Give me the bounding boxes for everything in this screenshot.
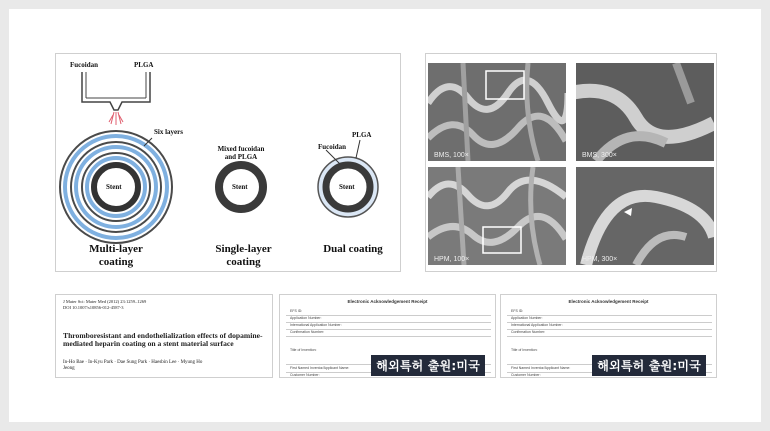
receipt-row: Customer Number:	[507, 372, 712, 378]
spray-mist	[109, 112, 123, 125]
receipt-row: Application Number:	[286, 315, 491, 323]
receipt-title: Electronic Acknowledgement Receipt	[347, 299, 428, 304]
sem-image-hpm-300x	[576, 167, 714, 265]
paper-doi: DOI 10.1007/s10856-012-4587-3	[63, 305, 124, 310]
patent-receipt-1	[279, 294, 496, 378]
plga-pointer	[356, 140, 360, 158]
coating-diagram-panel	[55, 53, 401, 272]
sem-image-bms-300x	[576, 63, 714, 161]
sem-image-bms-100x	[428, 63, 566, 161]
receipt-row: Title of Invention:	[507, 336, 712, 365]
receipt-row: EFS ID:	[507, 308, 712, 316]
receipt-row: International Application Number:	[286, 322, 491, 330]
label-stent-single: Stent	[232, 183, 248, 191]
overseas-patent-badge: 해외특허 출원:미국	[592, 355, 706, 376]
receipt-row: International Application Number:	[507, 322, 712, 330]
sem-label-hpm-300x: HPM, 300×	[582, 256, 618, 263]
caption-dual: Dual coating	[323, 243, 383, 255]
receipt-row: Confirmation Number:	[507, 329, 712, 337]
caption-single-layer: Single-layer coating	[215, 243, 272, 268]
label-stent-dual: Stent	[339, 183, 355, 191]
label-stent-multi: Stent	[106, 183, 122, 191]
label-fucoidan-dual: Fucoidan	[318, 143, 347, 151]
paper-thumbnail	[55, 294, 273, 378]
receipt-row: Confirmation Number:	[286, 329, 491, 337]
paper-journal: J Mater Sci: Mater Med (2012) 23:1259–1269	[63, 299, 147, 304]
patent-receipt-2	[500, 294, 717, 378]
receipt-row: First Named Inventor/Applicant Name:	[286, 365, 491, 373]
receipt-row: First Named Inventor/Applicant Name:	[507, 365, 712, 373]
receipt-row: EFS ID:	[286, 308, 491, 316]
sem-label-bms-300x: BMS, 300×	[582, 152, 617, 159]
label-mixed: Mixed fucoidan and PLGA	[217, 145, 265, 161]
sem-label-hpm-100x: HPM, 100×	[434, 256, 470, 263]
paper-title: Thromboresistant and endothelialization effects of dopamine-mediated heparin coating on a stent material surface	[63, 331, 263, 348]
receipt-row: Customer Number:	[286, 372, 491, 378]
label-six-layers: Six layers	[154, 128, 183, 136]
paper-authors: In-Ho Bae · In-Kyu Park · Dae Sung Park · Haesbin Lee · Myung Ho Jeong	[63, 360, 203, 371]
overseas-patent-badge: 해외특허 출원:미국	[371, 355, 485, 376]
receipt-row: Application Number:	[507, 315, 712, 323]
sem-image-hpm-100x	[428, 167, 566, 265]
label-fucoidan: Fucoidan	[70, 61, 99, 69]
coating-diagram	[56, 54, 401, 272]
sem-label-bms-100x: BMS, 100×	[434, 152, 469, 159]
nozzle-container	[82, 72, 150, 110]
receipt-row: Title of Invention:	[286, 336, 491, 365]
label-plga: PLGA	[134, 61, 154, 69]
label-plga-dual: PLGA	[352, 131, 372, 139]
receipt-title: Electronic Acknowledgement Receipt	[568, 299, 649, 304]
sem-image-panel	[425, 53, 717, 272]
caption-multi-layer: Multi-layer coating	[89, 243, 143, 268]
